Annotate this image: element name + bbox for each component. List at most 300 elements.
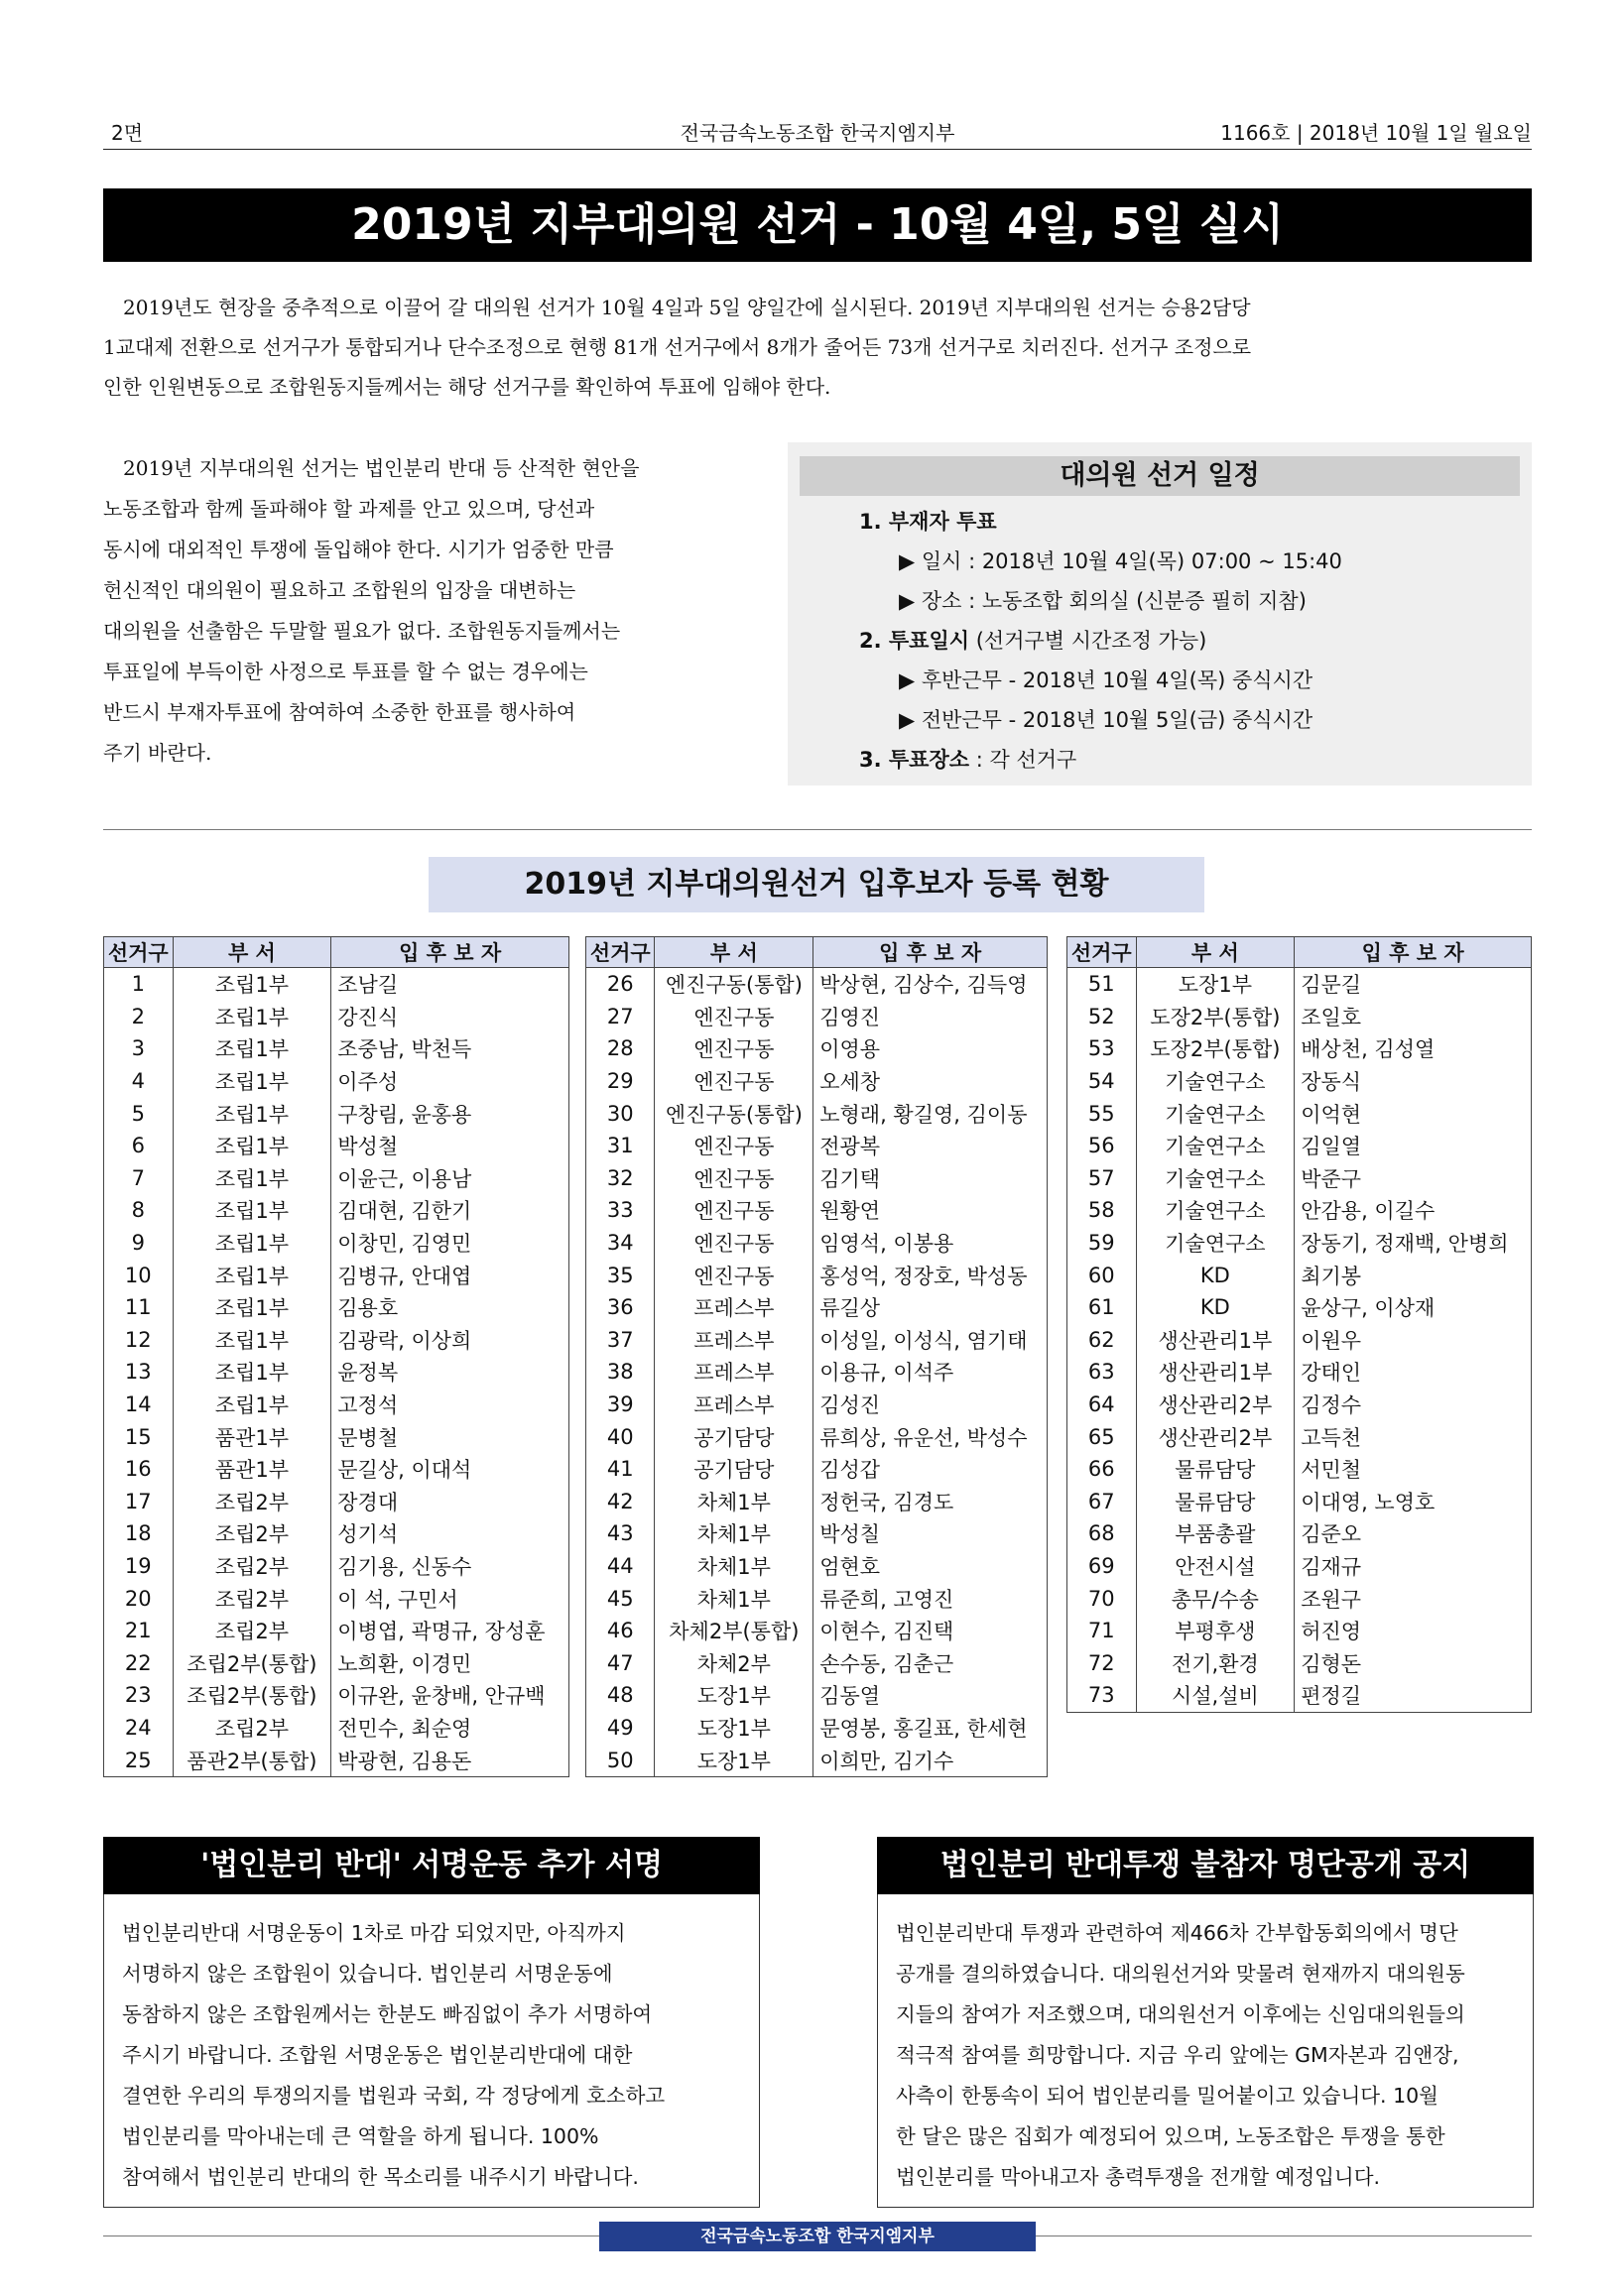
- department-name: 품관1부: [173, 1453, 331, 1486]
- department-name: 조립1부: [173, 1291, 331, 1324]
- candidate-names: 김기용, 신동수: [331, 1550, 569, 1583]
- department-name: 차체2부(통합): [655, 1615, 813, 1647]
- department-name: 안전시설: [1136, 1550, 1295, 1583]
- candidate-names: 전민수, 최순영: [331, 1712, 569, 1745]
- department-name: 조립2부: [173, 1517, 331, 1550]
- department-name: 차체2부: [655, 1646, 813, 1679]
- department-name: 차체1부: [655, 1550, 813, 1583]
- candidate-names: 조일호: [1295, 1001, 1532, 1033]
- district-number: 26: [586, 968, 655, 1001]
- department-name: 엔진구동: [655, 1001, 813, 1033]
- candidate-names: 안감용, 이길수: [1295, 1194, 1532, 1227]
- body-line: 동시에 대외적인 투쟁에 돌입해야 한다. 시기가 엄중한 만큼: [103, 538, 614, 561]
- department-name: 품관2부(통합): [173, 1744, 331, 1776]
- department-name: 부품총괄: [1136, 1517, 1295, 1550]
- department-name: 조립2부: [173, 1712, 331, 1745]
- candidates-header: 입 후 보 자: [331, 937, 569, 968]
- department-name: 엔진구동: [655, 1162, 813, 1195]
- candidate-names: 김성진: [813, 1389, 1048, 1421]
- district-number: 36: [586, 1291, 655, 1324]
- candidate-names: 이창민, 김영민: [331, 1227, 569, 1260]
- district-number: 10: [104, 1259, 174, 1291]
- district-number: 59: [1067, 1227, 1137, 1260]
- candidate-names: 고득천: [1295, 1420, 1532, 1453]
- table-row: [104, 1194, 569, 1227]
- body-line: 주기 바란다.: [103, 741, 212, 765]
- department-name: 엔진구동: [655, 1259, 813, 1291]
- table-row: [586, 1679, 1048, 1712]
- table-row: [586, 1291, 1048, 1324]
- table-row: [586, 1453, 1048, 1486]
- district-header: 선거구: [1067, 937, 1137, 968]
- candidate-table-2: [585, 936, 1048, 1777]
- department-name: 조립1부: [173, 1356, 331, 1389]
- district-number: 42: [586, 1486, 655, 1518]
- district-number: 25: [104, 1744, 174, 1776]
- table-row: [586, 1389, 1048, 1421]
- district-number: 11: [104, 1291, 174, 1324]
- schedule-box: [788, 442, 1532, 785]
- candidate-names: 이윤근, 이용남: [331, 1162, 569, 1195]
- box-line: 동참하지 않은 조합원께서는 한분도 빠짐없이 추가 서명하여: [122, 2002, 653, 2026]
- district-number: 8: [104, 1194, 174, 1227]
- district-number: 4: [104, 1065, 174, 1098]
- candidate-names: 임영석, 이봉용: [813, 1227, 1048, 1260]
- district-number: 45: [586, 1582, 655, 1615]
- table-row: [1067, 1097, 1532, 1130]
- department-name: 조립1부: [173, 1324, 331, 1357]
- box-line: 법인분리를 막아내는데 큰 역할을 하게 됩니다. 100%: [122, 2124, 599, 2148]
- signature-campaign-title: '법인분리 반대' 서명운동 추가 서명: [103, 1837, 760, 1894]
- department-name: KD: [1136, 1259, 1295, 1291]
- table-row: [1067, 1065, 1532, 1098]
- department-name: 조립1부: [173, 1227, 331, 1260]
- table-header-row: [586, 937, 1048, 968]
- district-number: 32: [586, 1162, 655, 1195]
- candidate-names: 노형래, 황길영, 김이동: [813, 1097, 1048, 1130]
- district-number: 39: [586, 1389, 655, 1421]
- table-row: [104, 1130, 569, 1162]
- section-divider: [103, 829, 1532, 830]
- candidate-names: 고정석: [331, 1389, 569, 1421]
- district-number: 58: [1067, 1194, 1137, 1227]
- table-row: [104, 1615, 569, 1647]
- department-name: 조립1부: [173, 968, 331, 1001]
- body-line: 투표일에 부득이한 사정으로 투표를 할 수 없는 경우에는: [103, 660, 588, 683]
- table-row: [1067, 1420, 1532, 1453]
- table-row: [1067, 1679, 1532, 1712]
- department-name: 프레스부: [655, 1291, 813, 1324]
- district-number: 37: [586, 1324, 655, 1357]
- table-row: [586, 1744, 1048, 1776]
- district-number: 53: [1067, 1032, 1137, 1065]
- district-number: 13: [104, 1356, 174, 1389]
- candidate-names: 문병철: [331, 1420, 569, 1453]
- candidate-names: 김용호: [331, 1291, 569, 1324]
- district-number: 14: [104, 1389, 174, 1421]
- table-row: [104, 1227, 569, 1260]
- candidate-names: 배상천, 김성열: [1295, 1032, 1532, 1065]
- candidate-names: 조중남, 박천득: [331, 1032, 569, 1065]
- district-number: 55: [1067, 1097, 1137, 1130]
- district-number: 63: [1067, 1356, 1137, 1389]
- department-name: 조립1부: [173, 1130, 331, 1162]
- district-number: 30: [586, 1097, 655, 1130]
- table-row: [104, 1324, 569, 1357]
- department-name: 엔진구동: [655, 1065, 813, 1098]
- district-number: 1: [104, 968, 174, 1001]
- district-number: 49: [586, 1712, 655, 1745]
- district-number: 73: [1067, 1679, 1137, 1712]
- table-row: [104, 1744, 569, 1776]
- table-header-row: [104, 937, 569, 968]
- schedule-item-1-time: ▶ 일시 : 2018년 10월 4일(목) 07:00 ~ 15:40: [899, 549, 1342, 573]
- candidate-names: 조원구: [1295, 1582, 1532, 1615]
- table-row: [104, 1032, 569, 1065]
- intro-paragraph: [103, 288, 1532, 407]
- district-number: 34: [586, 1227, 655, 1260]
- district-number: 56: [1067, 1130, 1137, 1162]
- candidate-names: 김일열: [1295, 1130, 1532, 1162]
- district-number: 21: [104, 1615, 174, 1647]
- box-line: 지들의 참여가 저조했으며, 대의원선거 이후에는 신임대의원들의: [896, 2002, 1465, 2026]
- candidate-names: 편정길: [1295, 1679, 1532, 1712]
- district-number: 46: [586, 1615, 655, 1647]
- header-org: 전국금속노동조합 한국지엠지부: [680, 121, 955, 145]
- department-name: 생산관리1부: [1136, 1356, 1295, 1389]
- department-name: 엔진구동: [655, 1032, 813, 1065]
- candidate-names: 이원우: [1295, 1324, 1532, 1357]
- non-participant-notice-body: [896, 1913, 1517, 2198]
- department-name: 물류담당: [1136, 1453, 1295, 1486]
- district-number: 23: [104, 1679, 174, 1712]
- candidate-names: 홍성억, 정장호, 박성동: [813, 1259, 1048, 1291]
- department-header: 부 서: [1136, 937, 1295, 968]
- candidate-names: 노희환, 이경민: [331, 1646, 569, 1679]
- district-number: 22: [104, 1646, 174, 1679]
- department-name: 품관1부: [173, 1420, 331, 1453]
- schedule-item-3-label: 3. 투표장소: [859, 748, 970, 772]
- signature-campaign-body: [122, 1913, 743, 2198]
- schedule-title: 대의원 선거 일정: [800, 456, 1520, 496]
- candidate-names: 김성갑: [813, 1453, 1048, 1486]
- candidate-names: 이대영, 노영호: [1295, 1486, 1532, 1518]
- district-number: 3: [104, 1032, 174, 1065]
- candidate-table-1: [103, 936, 569, 1777]
- table-row: [586, 1550, 1048, 1583]
- candidate-names: 김형돈: [1295, 1646, 1532, 1679]
- table-row: [1067, 1356, 1532, 1389]
- candidate-names: 김기택: [813, 1162, 1048, 1195]
- district-number: 67: [1067, 1486, 1137, 1518]
- table-row: [586, 1097, 1048, 1130]
- box-line: 주시기 바랍니다. 조합원 서명운동은 법인분리반대에 대한: [122, 2043, 633, 2067]
- non-participant-notice-title: 법인분리 반대투쟁 불참자 명단공개 공지: [877, 1837, 1534, 1894]
- candidate-names: 윤정복: [331, 1356, 569, 1389]
- department-name: 엔진구동: [655, 1227, 813, 1260]
- district-number: 54: [1067, 1065, 1137, 1098]
- candidate-names: 박준구: [1295, 1162, 1532, 1195]
- table-row: [1067, 1130, 1532, 1162]
- schedule-item-1: 1. 부재자 투표: [859, 510, 997, 534]
- department-header: 부 서: [173, 937, 331, 968]
- district-number: 68: [1067, 1517, 1137, 1550]
- district-number: 52: [1067, 1001, 1137, 1033]
- candidate-names: 전광복: [813, 1130, 1048, 1162]
- table-row: [1067, 1517, 1532, 1550]
- candidate-names: 엄현호: [813, 1550, 1048, 1583]
- district-number: 29: [586, 1065, 655, 1098]
- candidate-names: 이주성: [331, 1065, 569, 1098]
- table-row: [104, 1065, 569, 1098]
- department-name: 차체1부: [655, 1486, 813, 1518]
- district-number: 51: [1067, 968, 1137, 1001]
- table-row: [1067, 1032, 1532, 1065]
- table-row: [104, 1097, 569, 1130]
- district-number: 38: [586, 1356, 655, 1389]
- department-name: 조립1부: [173, 1162, 331, 1195]
- district-number: 28: [586, 1032, 655, 1065]
- department-name: 엔진구동: [655, 1194, 813, 1227]
- department-name: 생산관리2부: [1136, 1420, 1295, 1453]
- intro-line: 인한 인원변동으로 조합원동지들께서는 해당 선거구를 확인하여 투표에 임해야 한다.: [103, 375, 831, 399]
- department-name: 도장1부: [655, 1712, 813, 1745]
- candidate-names: 박성철: [331, 1130, 569, 1162]
- table-row: [586, 1065, 1048, 1098]
- table-row: [1067, 1324, 1532, 1357]
- box-line: 법인분리반대 투쟁과 관련하여 제466차 간부합동회의에서 명단: [896, 1921, 1458, 1945]
- candidate-names: 류준희, 고영진: [813, 1582, 1048, 1615]
- table-row: [1067, 1162, 1532, 1195]
- table-row: [586, 1324, 1048, 1357]
- district-number: 60: [1067, 1259, 1137, 1291]
- department-name: 조립1부: [173, 1097, 331, 1130]
- intro-line: 1교대제 전환으로 선거구가 통합되거나 단수조정으로 현행 81개 선거구에서 8개가 줄어든 73개 선거구로 치러진다. 선거구 조정으로: [103, 335, 1252, 359]
- candidates-header: 입 후 보 자: [813, 937, 1048, 968]
- department-name: 프레스부: [655, 1389, 813, 1421]
- district-number: 70: [1067, 1582, 1137, 1615]
- district-number: 64: [1067, 1389, 1137, 1421]
- candidate-names: 이 석, 구민서: [331, 1582, 569, 1615]
- table-row: [104, 1646, 569, 1679]
- candidate-names: 장동식: [1295, 1065, 1532, 1098]
- department-name: 차체1부: [655, 1517, 813, 1550]
- box-line: 서명하지 않은 조합원이 있습니다. 법인분리 서명운동에: [122, 1962, 613, 1986]
- candidate-names: 이현수, 김진택: [813, 1615, 1048, 1647]
- header-issue: 1166호 | 2018년 10월 1일 월요일: [1220, 121, 1532, 145]
- department-header: 부 서: [655, 937, 813, 968]
- box-line: 공개를 결의하였습니다. 대의원선거와 맞물려 현재까지 대의원동: [896, 1962, 1465, 1986]
- district-number: 24: [104, 1712, 174, 1745]
- schedule-item-2-early: ▶ 전반근무 - 2018년 10월 5일(금) 중식시간: [899, 708, 1313, 732]
- body-line: 노동조합과 함께 돌파해야 할 과제를 안고 있으며, 당선과: [103, 497, 595, 521]
- table-header-row: [1067, 937, 1532, 968]
- department-name: 조립2부: [173, 1486, 331, 1518]
- department-name: 차체1부: [655, 1582, 813, 1615]
- department-name: 기술연구소: [1136, 1130, 1295, 1162]
- box-line: 법인분리를 막아내고자 총력투쟁을 전개할 예정입니다.: [896, 2165, 1381, 2189]
- candidate-names: 김영진: [813, 1001, 1048, 1033]
- district-number: 44: [586, 1550, 655, 1583]
- district-number: 15: [104, 1420, 174, 1453]
- candidate-names: 이희만, 김기수: [813, 1744, 1048, 1776]
- candidate-names: 김병규, 안대엽: [331, 1259, 569, 1291]
- department-name: 기술연구소: [1136, 1065, 1295, 1098]
- table-row: [104, 1517, 569, 1550]
- district-number: 27: [586, 1001, 655, 1033]
- body-line: 반드시 부재자투표에 참여하여 소중한 한표를 행사하여: [103, 700, 576, 724]
- table-row: [1067, 1001, 1532, 1033]
- intro-line: 2019년도 현장을 중추적으로 이끌어 갈 대의원 선거가 10월 4일과 5일 양일간에 실시된다. 2019년 지부대의원 선거는 승용2담당: [123, 296, 1251, 319]
- department-name: 공기담당: [655, 1453, 813, 1486]
- candidate-names: 문영봉, 홍길표, 한세현: [813, 1712, 1048, 1745]
- table-row: [586, 1646, 1048, 1679]
- body-line: 헌신적인 대의원이 필요하고 조합원의 입장을 대변하는: [103, 578, 576, 602]
- table-row: [586, 1486, 1048, 1518]
- table-row: [1067, 968, 1532, 1001]
- box-line: 한 달은 많은 집회가 예정되어 있으며, 노동조합은 투쟁을 통한: [896, 2124, 1445, 2148]
- box-line: 적극적 참여를 희망합니다. 지금 우리 앞에는 GM자본과 김앤장,: [896, 2043, 1459, 2067]
- box-line: 사측이 한통속이 되어 법인분리를 밀어붙이고 있습니다. 10월: [896, 2084, 1438, 2108]
- table-row: [586, 1712, 1048, 1745]
- district-header: 선거구: [586, 937, 655, 968]
- box-line: 참여해서 법인분리 반대의 한 목소리를 내주시기 바랍니다.: [122, 2165, 639, 2189]
- candidate-names: 김재규: [1295, 1550, 1532, 1583]
- table-row: [104, 1420, 569, 1453]
- district-number: 12: [104, 1324, 174, 1357]
- district-number: 20: [104, 1582, 174, 1615]
- headline: 2019년 지부대의원 선거 - 10월 4일, 5일 실시: [103, 188, 1532, 262]
- schedule-item-2-late: ▶ 후반근무 - 2018년 10월 4일(목) 중식시간: [899, 668, 1313, 692]
- department-name: KD: [1136, 1291, 1295, 1324]
- box-line: 법인분리반대 서명운동이 1차로 마감 되었지만, 아직까지: [122, 1921, 626, 1945]
- district-number: 66: [1067, 1453, 1137, 1486]
- district-number: 62: [1067, 1324, 1137, 1357]
- table-row: [1067, 1615, 1532, 1647]
- district-number: 71: [1067, 1615, 1137, 1647]
- table-row: [104, 968, 569, 1001]
- table-row: [104, 1582, 569, 1615]
- body-line: 대의원을 선출함은 두말할 필요가 없다. 조합원동지들께서는: [103, 619, 621, 643]
- table-row: [104, 1291, 569, 1324]
- table-row: [104, 1356, 569, 1389]
- table-row: [586, 1162, 1048, 1195]
- table-row: [586, 1001, 1048, 1033]
- schedule-item-1-place: ▶ 장소 : 노동조합 회의실 (신분증 필히 지참): [899, 589, 1307, 613]
- table-row: [1067, 1227, 1532, 1260]
- candidate-names: 원황연: [813, 1194, 1048, 1227]
- candidate-names: 서민철: [1295, 1453, 1532, 1486]
- candidate-names: 김준오: [1295, 1517, 1532, 1550]
- table-row: [104, 1259, 569, 1291]
- department-name: 총무/수송: [1136, 1582, 1295, 1615]
- district-number: 2: [104, 1001, 174, 1033]
- candidate-names: 이용규, 이석주: [813, 1356, 1048, 1389]
- department-name: 프레스부: [655, 1324, 813, 1357]
- candidate-names: 손수동, 김춘근: [813, 1646, 1048, 1679]
- candidate-names: 김동열: [813, 1679, 1048, 1712]
- department-name: 공기담당: [655, 1420, 813, 1453]
- candidate-names: 강태인: [1295, 1356, 1532, 1389]
- table-row: [586, 968, 1048, 1001]
- candidate-names: 강진식: [331, 1001, 569, 1033]
- table-row: [1067, 1646, 1532, 1679]
- department-name: 물류담당: [1136, 1486, 1295, 1518]
- district-number: 61: [1067, 1291, 1137, 1324]
- department-name: 도장2부(통합): [1136, 1001, 1295, 1033]
- table-row: [586, 1259, 1048, 1291]
- signature-campaign-box: [103, 1848, 760, 2208]
- department-name: 엔진구동(통합): [655, 968, 813, 1001]
- candidate-table-3: [1066, 936, 1532, 1713]
- candidate-names: 박상현, 김상수, 김득영: [813, 968, 1048, 1001]
- district-number: 47: [586, 1646, 655, 1679]
- department-name: 엔진구동(통합): [655, 1097, 813, 1130]
- table-row: [1067, 1550, 1532, 1583]
- candidate-names: 김광락, 이상희: [331, 1324, 569, 1357]
- department-name: 조립1부: [173, 1194, 331, 1227]
- table-row: [1067, 1486, 1532, 1518]
- candidate-names: 김정수: [1295, 1389, 1532, 1421]
- department-name: 조립1부: [173, 1065, 331, 1098]
- candidate-names: 류길상: [813, 1291, 1048, 1324]
- district-header: 선거구: [104, 937, 174, 968]
- table-row: [104, 1486, 569, 1518]
- district-number: 57: [1067, 1162, 1137, 1195]
- candidate-names: 문길상, 이대석: [331, 1453, 569, 1486]
- candidate-names: 정헌국, 김경도: [813, 1486, 1048, 1518]
- table-row: [586, 1582, 1048, 1615]
- candidates-header: 입 후 보 자: [1295, 937, 1532, 968]
- district-number: 5: [104, 1097, 174, 1130]
- district-number: 33: [586, 1194, 655, 1227]
- table-row: [1067, 1389, 1532, 1421]
- district-number: 31: [586, 1130, 655, 1162]
- district-number: 65: [1067, 1420, 1137, 1453]
- department-name: 조립1부: [173, 1001, 331, 1033]
- department-name: 조립2부: [173, 1550, 331, 1583]
- department-name: 조립1부: [173, 1389, 331, 1421]
- candidate-names: 허진영: [1295, 1615, 1532, 1647]
- table-row: [104, 1550, 569, 1583]
- candidate-names: 박성칠: [813, 1517, 1048, 1550]
- table-row: [1067, 1259, 1532, 1291]
- district-number: 17: [104, 1486, 174, 1518]
- department-name: 생산관리1부: [1136, 1324, 1295, 1357]
- table-row: [586, 1130, 1048, 1162]
- schedule-item-2-label: 2. 투표일시: [859, 629, 970, 653]
- department-name: 프레스부: [655, 1356, 813, 1389]
- department-name: 시설,설비: [1136, 1679, 1295, 1712]
- table-row: [104, 1712, 569, 1745]
- district-number: 48: [586, 1679, 655, 1712]
- table-title: 2019년 지부대의원선거 입후보자 등록 현황: [429, 857, 1204, 912]
- schedule-item-3: [859, 744, 1076, 774]
- table-row: [586, 1615, 1048, 1647]
- department-name: 기술연구소: [1136, 1194, 1295, 1227]
- table-row: [1067, 1453, 1532, 1486]
- table-row: [104, 1679, 569, 1712]
- header-divider: [103, 149, 1532, 150]
- department-name: 엔진구동: [655, 1130, 813, 1162]
- schedule-item-2: [859, 625, 1206, 655]
- department-name: 조립1부: [173, 1032, 331, 1065]
- department-name: 도장1부: [655, 1744, 813, 1776]
- department-name: 조립2부(통합): [173, 1646, 331, 1679]
- candidate-names: 김문길: [1295, 968, 1532, 1001]
- table-row: [1067, 1291, 1532, 1324]
- table-row: [104, 1001, 569, 1033]
